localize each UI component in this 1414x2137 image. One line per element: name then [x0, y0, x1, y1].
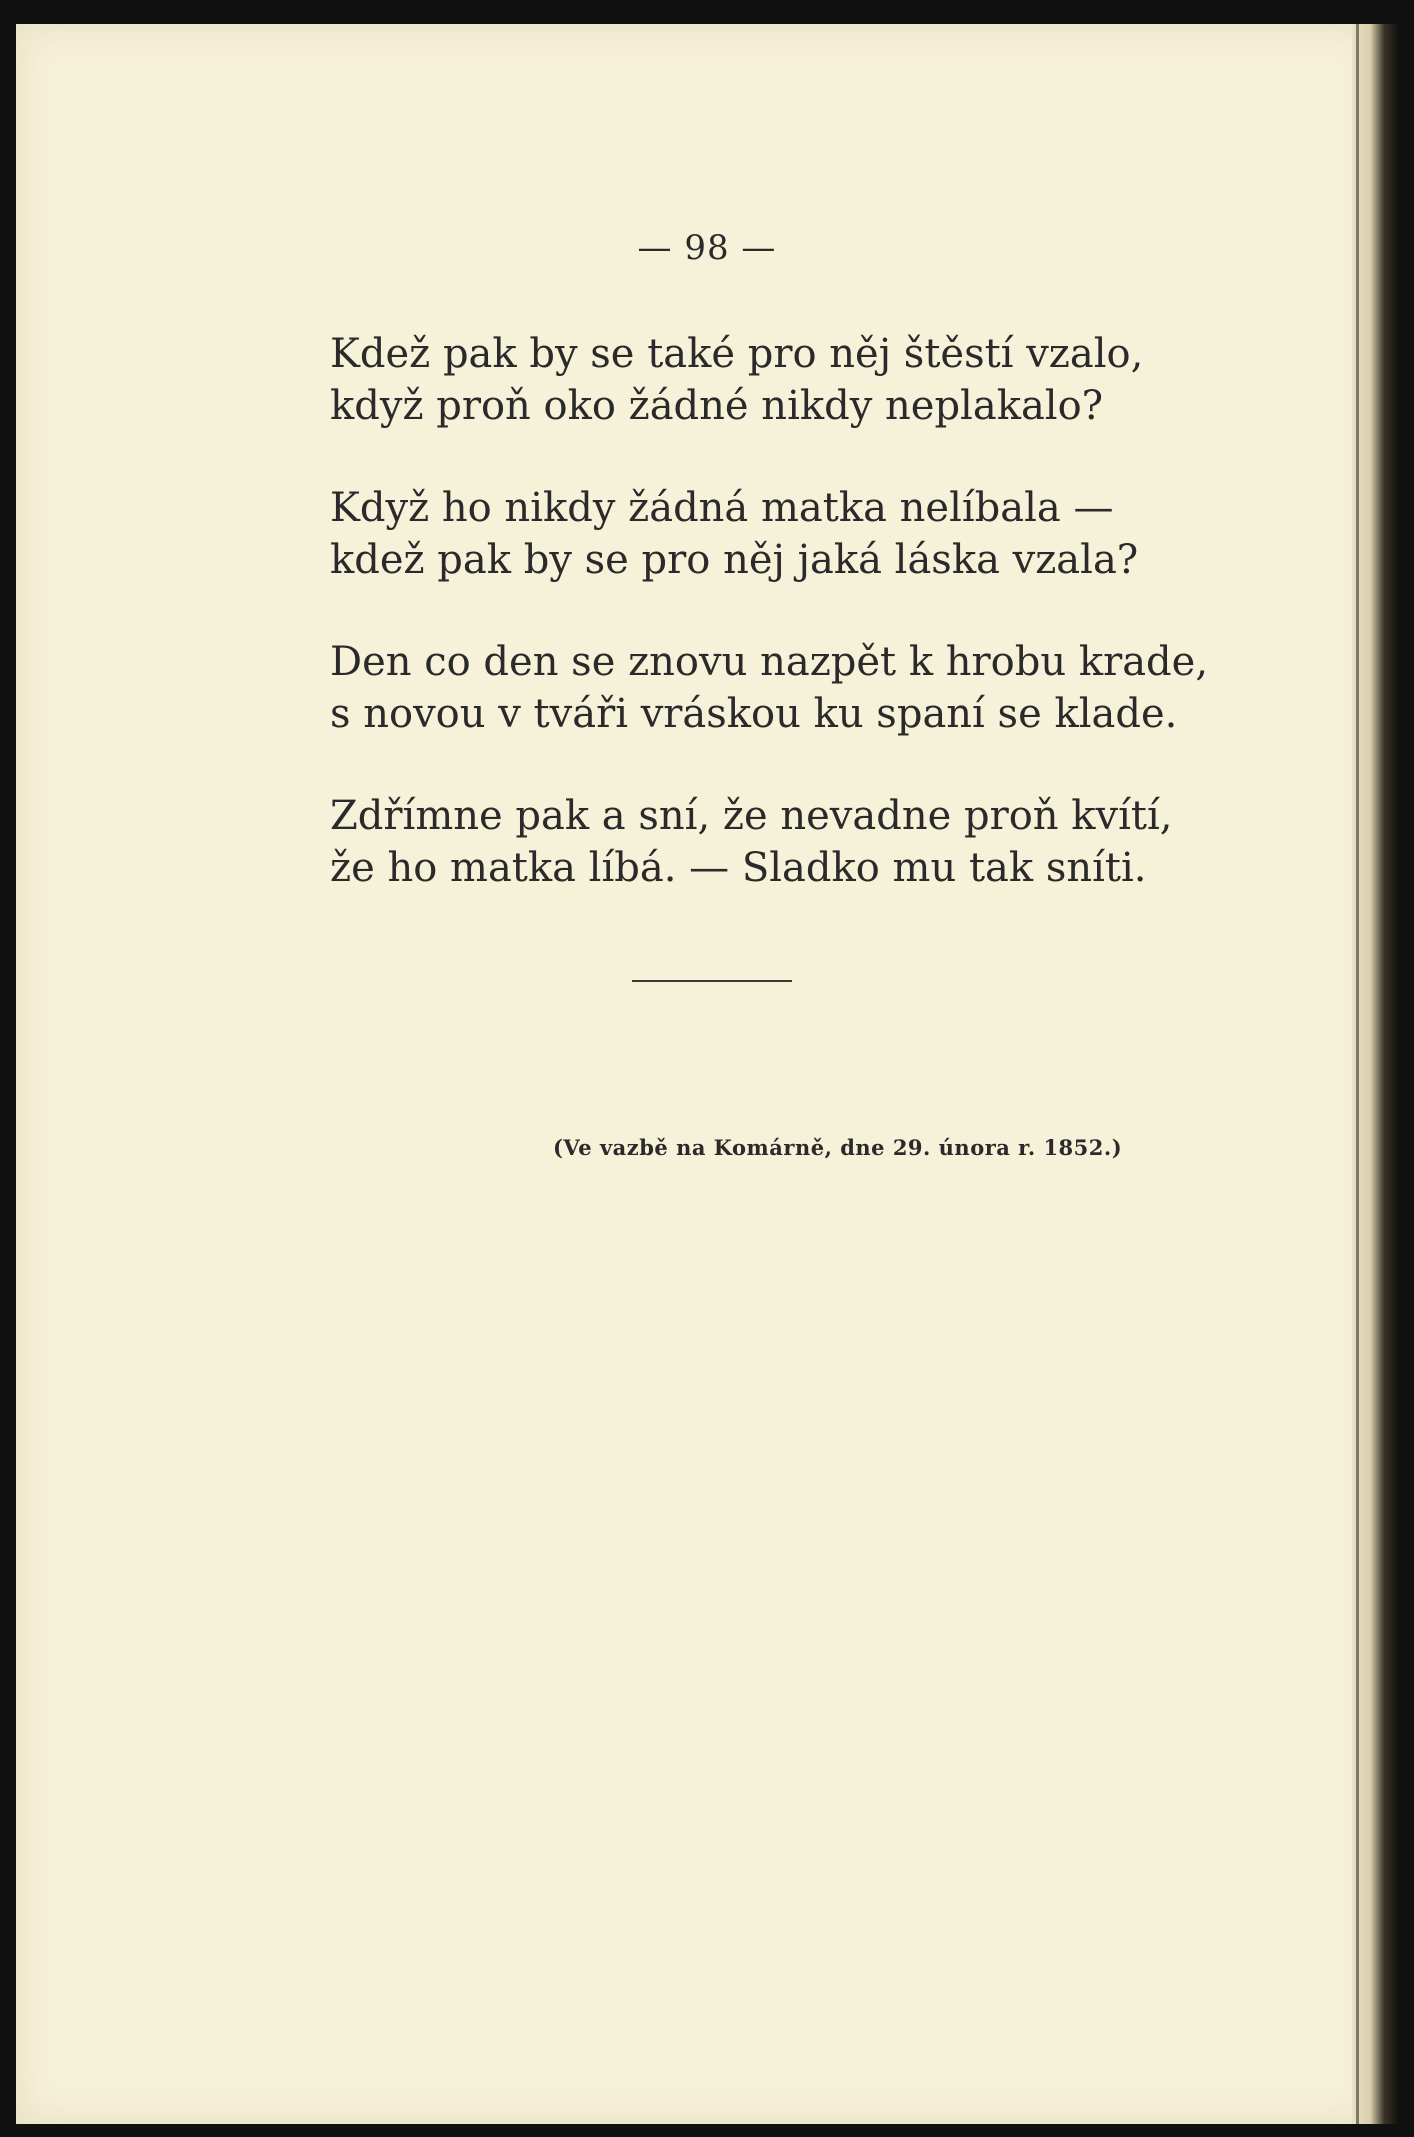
poem-line: když proň oko žádné nikdy neplakalo?	[330, 383, 1104, 429]
page-number: — 98 —	[637, 228, 777, 268]
page-edge-line	[1356, 24, 1359, 2124]
stanza-2	[330, 482, 1230, 586]
poem-line: Den co den se znovu nazpět k hrobu krade,	[330, 639, 1209, 685]
poem-line: Když ho nikdy žádná matka nelíbala —	[330, 485, 1114, 531]
dateline: (Ve vazbě na Komárně, dne 29. února r. 1852.)	[553, 1135, 1123, 1160]
poem-line: Zdřímne pak a sní, že nevadne proň kvítí,	[330, 793, 1173, 839]
stanza-1	[330, 328, 1230, 432]
poem-line: kdež pak by se pro něj jaká láska vzala?	[330, 537, 1139, 583]
stanza-4	[330, 790, 1230, 894]
poem-line: že ho matka líbá. — Sladko mu tak sníti.	[330, 845, 1147, 891]
poem-line: s novou v tváři vráskou ku spaní se klade.	[330, 691, 1178, 737]
poem-line: Kdež pak by se také pro něj štěstí vzalo,	[330, 331, 1144, 377]
poem	[330, 328, 1230, 944]
section-divider	[632, 980, 792, 982]
stanza-3	[330, 636, 1230, 740]
